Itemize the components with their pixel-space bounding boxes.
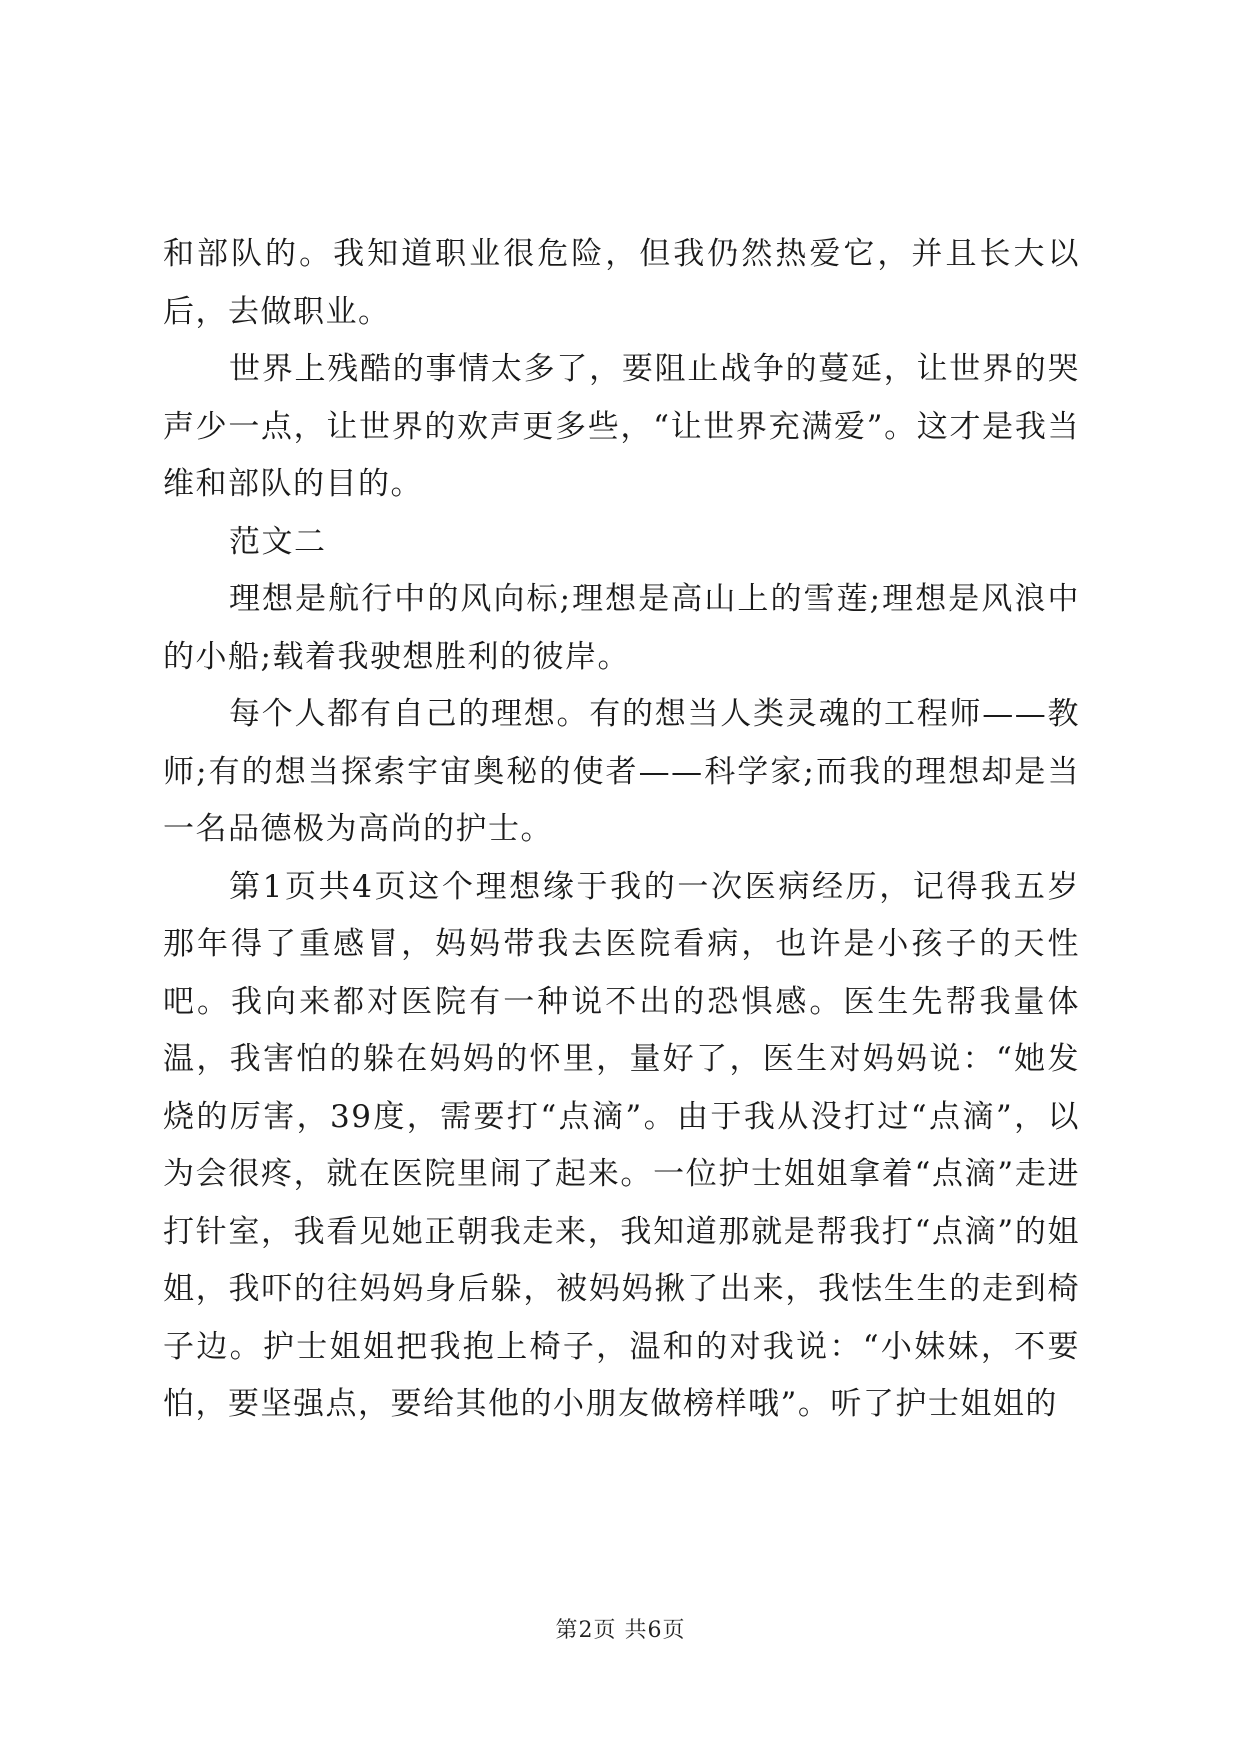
paragraph: 理想是航行中的风向标;理想是高山上的雪莲;理想是风浪中的小船;载着我驶想胜利的彼岸。 [163, 581, 1080, 675]
paragraph: 每个人都有自己的理想。有的想当人类灵魂的工程师——教师;有的想当探索宇宙奥秘的使者——科学家;而我的理想却是当一名品德极为高尚的护士。 [163, 696, 1080, 847]
paragraph-continuation: 和部队的。我知道职业很危险，但我仍然热爱它，并且长大以后，去做职业。 [163, 236, 1080, 330]
paragraph: 世界上残酷的事情太多了，要阻止战争的蔓延，让世界的哭声少一点，让世界的欢声更多些，“让世界充满爱”。这才是我当维和部队的目的。 [163, 351, 1080, 502]
section-heading: 范文二 [229, 523, 327, 560]
paragraph: 第1页共4页这个理想缘于我的一次医病经历，记得我五岁那年得了重感冒，妈妈带我去医院看病，也许是小孩子的天性吧。我向来都对医院有一种说不出的恐惧感。医生先帮我量体温，我害怕的躲在妈妈的怀里，量好了，医生对妈妈说：“她发烧的厉害，39度，需要打“点滴”。由于我从没打过“点滴”，以为会很疼，就在医院里闹了起来。一位护士姐姐拿着“点滴”走进打针室，我看见她正朝我走来，我知道那就是帮我打“点滴”的姐姐，我吓的往妈妈身后躲，被妈妈揪了出来，我怯生生的走到椅子边。护士姐姐把我抱上椅子，温和的对我说：“小妹妹，不要怕，要坚强点，要给其他的小朋友做榜样哦”。听了护士姐姐的 [163, 868, 1080, 1422]
page-number-footer: 第2页 共6页 [555, 1618, 686, 1643]
document-body [163, 226, 1080, 1434]
